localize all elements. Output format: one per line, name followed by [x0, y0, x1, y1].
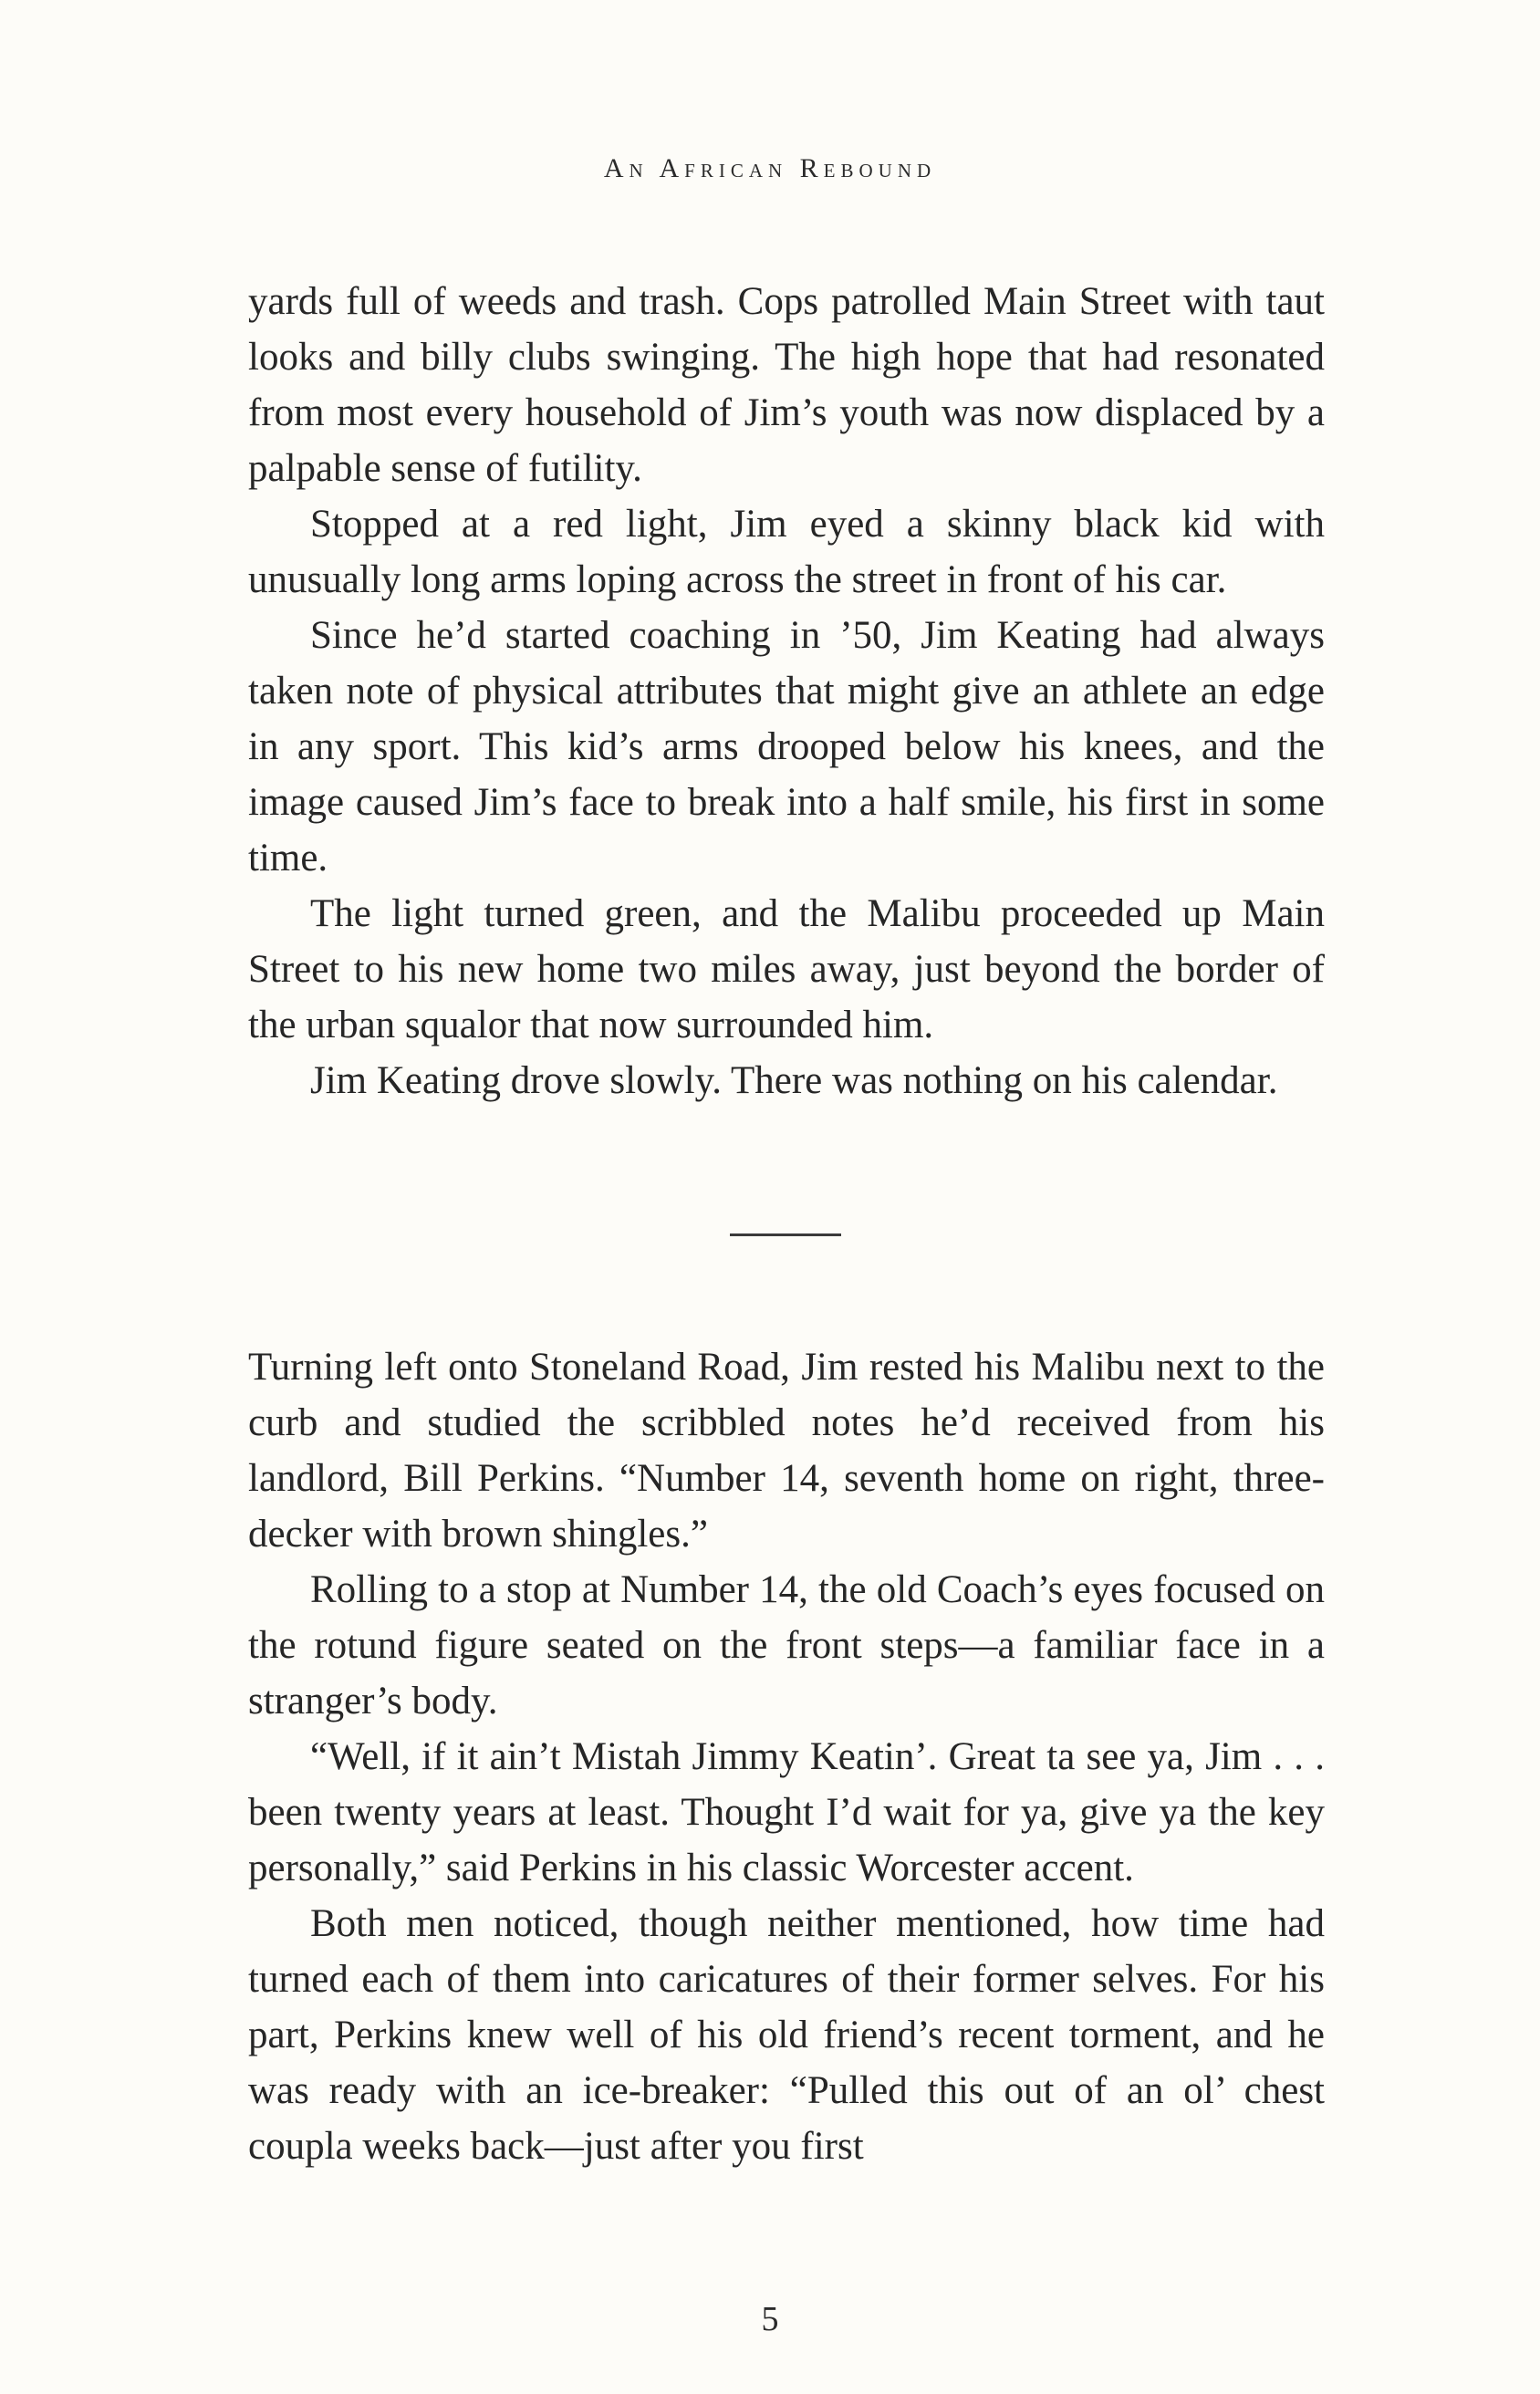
page-number: 5	[761, 2300, 779, 2338]
paragraph: Turning left onto Stoneland Road, Jim rested his Malibu next to the curb and studied the scribbled notes he’d received from his landlord, Bill Perkins. “Number 14, seventh home on right, three-decker with brown shingles.”	[248, 1346, 1325, 1556]
paragraph: Stopped at a red light, Jim eyed a skinny black kid with unusually long arms loping across the street in front of his car.	[248, 503, 1325, 601]
section-2-text	[248, 1339, 1325, 2174]
paragraph: The light turned green, and the Malibu proceeded up Main Street to his new home two miles away, just beyond the border of the urban squalor that now surrounded him.	[248, 892, 1325, 1046]
paragraph: Jim Keating drove slowly. There was nothing on his calendar.	[310, 1059, 1278, 1102]
running-head: An African Rebound	[603, 153, 937, 183]
section-1-text	[248, 274, 1325, 1109]
paragraph: Both men noticed, though neither mentioned, how time had turned each of them into caricatures of their former selves. For his part, Perkins knew well of his old friend’s recent torment, and he was ready with an ice-breaker: “Pulled this out of an ol’ chest coupla weeks back—just after you first	[248, 1902, 1325, 2168]
paragraph: Since he’d started coaching in ’50, Jim Keating had always taken note of physical attributes that might give an athlete an edge in any sport. This kid’s arms drooped below his knees, and the image caused Jim’s face to break into a half smile, his first in some time.	[248, 614, 1325, 880]
paragraph: “Well, if it ain’t Mistah Jimmy Keatin’. Great ta see ya, Jim . . . been twenty years at least. Thought I’d wait for ya, give ya the key personally,” said Perkins in his classic Worcester accent.	[248, 1735, 1325, 1889]
paragraph: Rolling to a stop at Number 14, the old Coach’s eyes focused on the rotund figure seated on the front steps—a familiar face in a stranger’s body.	[248, 1568, 1325, 1723]
paragraph: yards full of weeds and trash. Cops patrolled Main Street with taut looks and billy clubs swinging. The high hope that had resonated from most every household of Jim’s youth was now displaced by a palpable sense of futility.	[248, 280, 1325, 490]
section-break-rule	[730, 1233, 841, 1236]
